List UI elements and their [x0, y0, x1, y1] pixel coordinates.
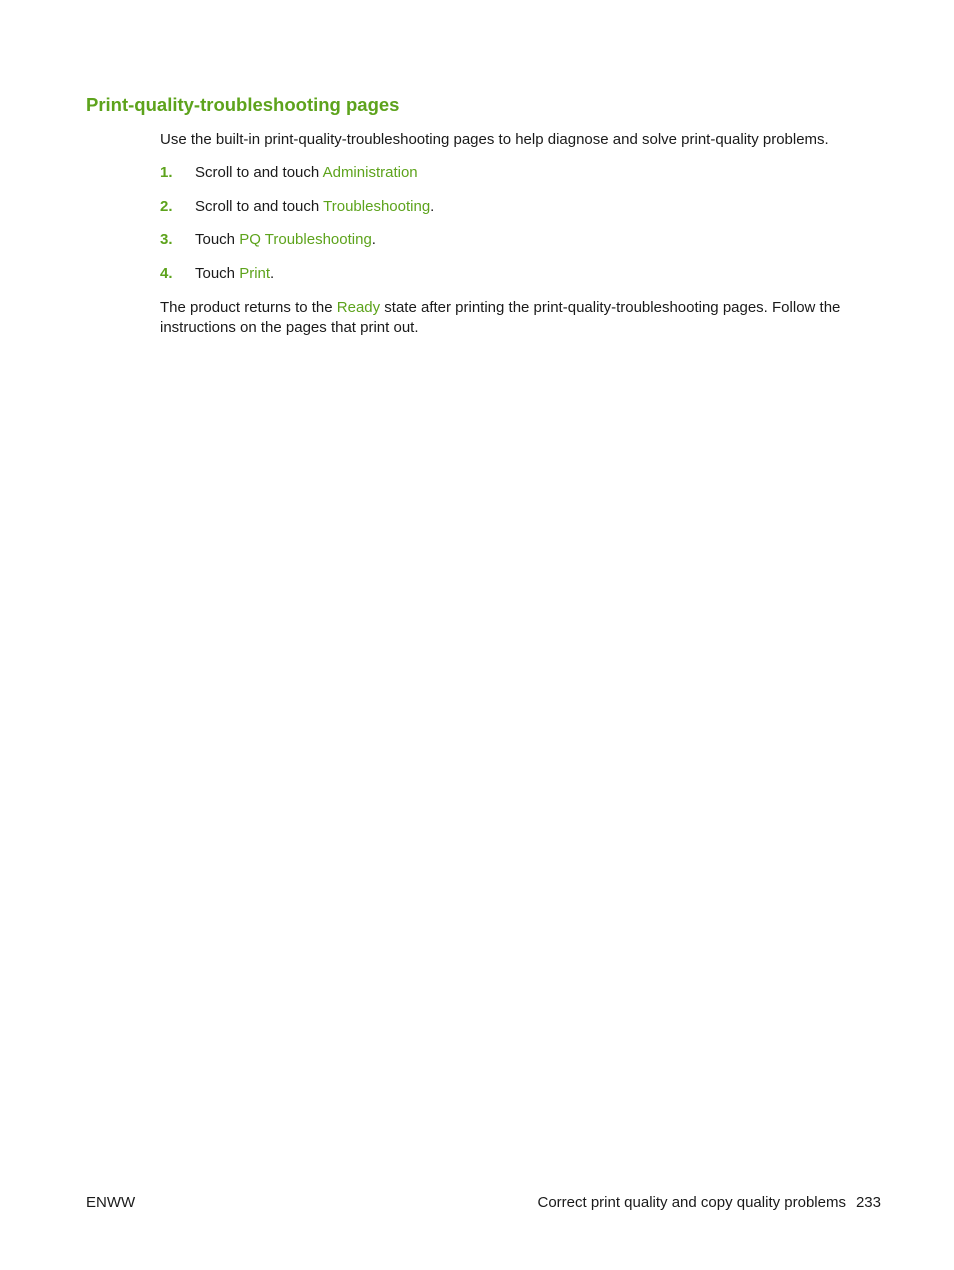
step-suffix: . [430, 197, 435, 215]
step-2 [160, 197, 434, 216]
step-text: Touch [195, 265, 240, 283]
footer-chapter [537, 1193, 881, 1212]
step-suffix: . [371, 231, 376, 249]
step-number: 1. [160, 164, 173, 181]
footer-locale: ENWW [86, 1194, 136, 1211]
note-text: The product returns to the [160, 299, 337, 316]
step-1 [160, 163, 434, 182]
steps-list [160, 163, 434, 298]
ui-term-pq-troubleshooting: PQ Troubleshooting [239, 231, 372, 249]
intro-paragraph: Use the built-in print-quality-troubleshooting pages to help diagnose and solve print-quality problems. [160, 131, 829, 148]
ui-term-troubleshooting: Troubleshooting [323, 197, 431, 215]
step-number: 2. [160, 197, 173, 215]
ui-term-administration: Administration [322, 164, 418, 181]
step-text: Scroll to and touch [195, 197, 324, 215]
note-suffix: state after printing the print-quality-troubleshooting pages. Follow the instructions on the pages that print out. [160, 299, 841, 336]
page-number: 233 [855, 1194, 881, 1211]
footer-chapter-title: Correct print quality and copy quality problems [537, 1194, 846, 1211]
ui-term-ready: Ready [336, 299, 381, 316]
step-text: Scroll to and touch [195, 164, 323, 181]
step-number: 3. [160, 231, 173, 249]
step-text: Touch [195, 231, 240, 249]
result-paragraph [160, 298, 895, 337]
step-3 [160, 230, 434, 249]
step-4 [160, 264, 434, 283]
step-number: 4. [160, 265, 173, 283]
ui-term-print: Print [239, 265, 271, 283]
section-heading: Print-quality-troubleshooting pages [86, 94, 400, 115]
step-suffix: . [270, 265, 275, 283]
